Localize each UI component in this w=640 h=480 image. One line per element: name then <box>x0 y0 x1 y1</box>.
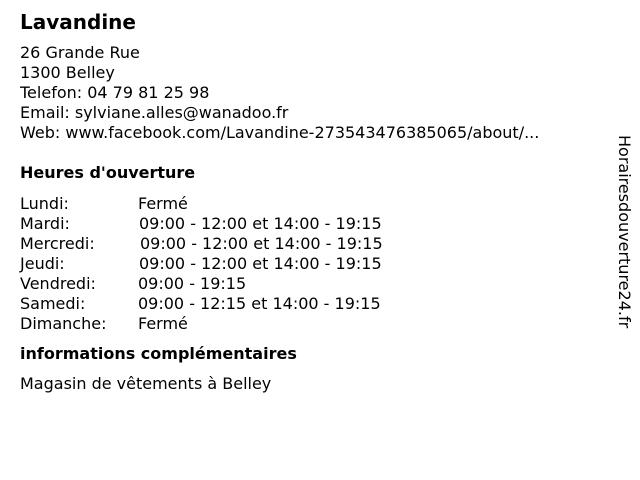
day-label: Dimanche: <box>20 314 107 333</box>
day-label: Jeudi: <box>20 254 65 273</box>
hours-row-lundi <box>20 194 600 214</box>
hours-row-dimanche <box>20 314 600 334</box>
day-label: Mardi: <box>20 214 70 233</box>
additional-info-title: informations complémentaires <box>20 344 297 363</box>
shop-details <box>20 10 600 394</box>
day-hours: 09:00 - 12:00 et 14:00 - 19:15 <box>140 234 383 253</box>
day-hours: 09:00 - 12:00 et 14:00 - 19:15 <box>139 254 382 273</box>
day-hours: 09:00 - 12:00 et 14:00 - 19:15 <box>139 214 382 233</box>
day-hours: 09:00 - 19:15 <box>138 274 247 293</box>
shop-name: Lavandine <box>20 10 136 34</box>
website-link[interactable]: Web: www.facebook.com/Lavandine-273543476385065/about/... <box>20 123 540 142</box>
opening-hours-title: Heures d'ouverture <box>20 163 196 182</box>
address-street: 26 Grande Rue <box>20 43 140 62</box>
opening-hours-table <box>20 194 600 334</box>
hours-row-samedi <box>20 294 600 314</box>
hours-row-jeudi <box>20 254 600 274</box>
hours-row-vendredi <box>20 274 600 294</box>
day-label: Samedi: <box>20 294 86 313</box>
site-brand-vertical: Horairesdouverture24.fr <box>615 135 634 329</box>
day-label: Lundi: <box>20 194 69 213</box>
day-hours: Fermé <box>138 194 188 213</box>
phone-number: Telefon: 04 79 81 25 98 <box>20 83 210 102</box>
hours-row-mercredi <box>20 234 600 254</box>
hours-row-mardi <box>20 214 600 234</box>
day-label: Mercredi: <box>20 234 95 253</box>
day-label: Vendredi: <box>20 274 96 293</box>
address-city: 1300 Belley <box>20 63 115 82</box>
email-address: Email: sylviane.alles@wanadoo.fr <box>20 103 289 122</box>
additional-info-text: Magasin de vêtements à Belley <box>20 374 272 393</box>
day-hours: Fermé <box>138 314 188 333</box>
day-hours: 09:00 - 12:15 et 14:00 - 19:15 <box>138 294 381 313</box>
